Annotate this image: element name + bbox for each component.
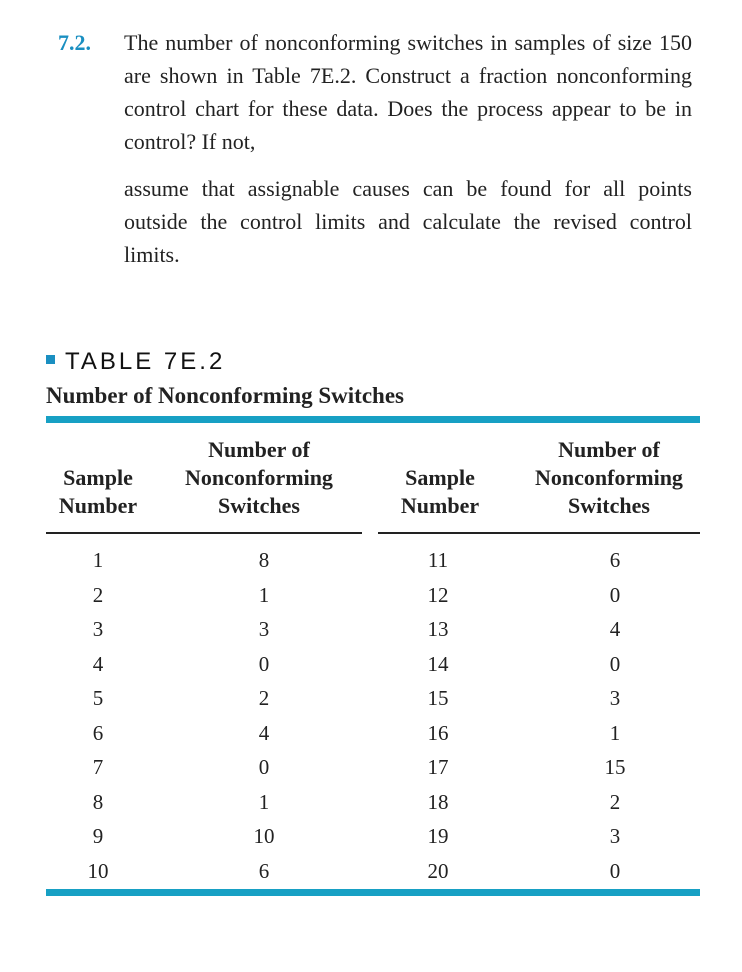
table-cell: 3 bbox=[258, 617, 270, 641]
table-top-rule bbox=[46, 416, 700, 423]
table-cell: 0 bbox=[609, 858, 621, 883]
problem-paragraph-2: assume that assignable causes can be found for all points outside the control limits and calculate the revised control limits. bbox=[124, 176, 692, 267]
table-cell: 15 bbox=[604, 755, 626, 779]
table-cell: 1 bbox=[609, 720, 621, 745]
header-text: Number bbox=[400, 493, 480, 518]
header-text: Number of bbox=[208, 437, 310, 462]
table-cell: 14 bbox=[427, 651, 449, 676]
table-cell: 10 bbox=[253, 824, 275, 848]
header-text: Switches bbox=[218, 493, 300, 518]
table-cell: 6 bbox=[609, 548, 621, 572]
table-cell: 0 bbox=[609, 651, 621, 676]
table-cell: 6 bbox=[92, 720, 104, 745]
problem-number: 7.2. bbox=[58, 30, 91, 55]
table-cell: 4 bbox=[609, 617, 621, 641]
table-cell: 7 bbox=[92, 755, 104, 779]
table-cell: 0 bbox=[609, 582, 621, 607]
table-bottom-rule bbox=[46, 889, 700, 896]
problem-text bbox=[124, 26, 692, 271]
table-cell: 9 bbox=[92, 824, 104, 848]
header-text: Sample bbox=[405, 465, 475, 490]
table-cell: 16 bbox=[427, 720, 449, 745]
header-nonconforming-left bbox=[164, 436, 354, 520]
table-cell: 3 bbox=[609, 686, 621, 710]
header-sample-number-right bbox=[388, 464, 492, 520]
problem-paragraph-1: The number of nonconforming switches in samples of size 150 are shown in Table 7E.2. Construct a fraction nonconforming control chart for these data. Does the process appear to be in control? If not, bbox=[124, 30, 692, 154]
header-rule-left bbox=[46, 532, 362, 534]
table-cell: 19 bbox=[427, 824, 449, 848]
table-cell: 12 bbox=[427, 582, 449, 607]
table-label-text: TABLE 7E.2 bbox=[65, 348, 226, 375]
table-cell: 6 bbox=[258, 858, 270, 883]
table-cell: 18 bbox=[427, 789, 449, 814]
table-cell: 8 bbox=[92, 789, 104, 814]
column-sample-right bbox=[408, 543, 468, 888]
table-cell: 4 bbox=[258, 720, 270, 745]
header-text: Number of bbox=[558, 437, 660, 462]
header-rule-right bbox=[378, 532, 700, 534]
column-values-left bbox=[234, 543, 294, 888]
table-cell: 20 bbox=[427, 858, 449, 883]
header-nonconforming-right bbox=[514, 436, 704, 520]
table-cell: 2 bbox=[92, 582, 104, 607]
table-cell: 2 bbox=[258, 686, 270, 710]
table-cell: 1 bbox=[258, 789, 270, 814]
table-cell: 5 bbox=[92, 686, 104, 710]
table-label bbox=[46, 348, 225, 376]
table-cell: 15 bbox=[427, 686, 449, 710]
header-text: Nonconforming bbox=[535, 465, 683, 490]
header-text: Switches bbox=[568, 493, 650, 518]
table-cell: 1 bbox=[92, 548, 104, 572]
table-cell: 11 bbox=[427, 548, 449, 572]
table-cell: 8 bbox=[258, 548, 270, 572]
column-sample-left bbox=[68, 543, 128, 888]
table-cell: 1 bbox=[258, 582, 270, 607]
table-cell: 17 bbox=[427, 755, 449, 779]
column-values-right bbox=[585, 543, 645, 888]
header-text: Sample bbox=[63, 465, 133, 490]
table-cell: 13 bbox=[427, 617, 449, 641]
header-sample-number-left bbox=[46, 464, 150, 520]
table-cell: 0 bbox=[258, 651, 270, 676]
table-caption: Number of Nonconforming Switches bbox=[46, 383, 404, 408]
header-text: Number bbox=[58, 493, 138, 518]
table-cell: 4 bbox=[92, 651, 104, 676]
table-cell: 0 bbox=[258, 755, 270, 779]
table-cell: 10 bbox=[87, 858, 109, 883]
table-cell: 3 bbox=[609, 824, 621, 848]
table-cell: 3 bbox=[92, 617, 104, 641]
square-bullet-icon bbox=[46, 355, 55, 364]
header-text: Nonconforming bbox=[185, 465, 333, 490]
table-cell: 2 bbox=[609, 789, 621, 814]
